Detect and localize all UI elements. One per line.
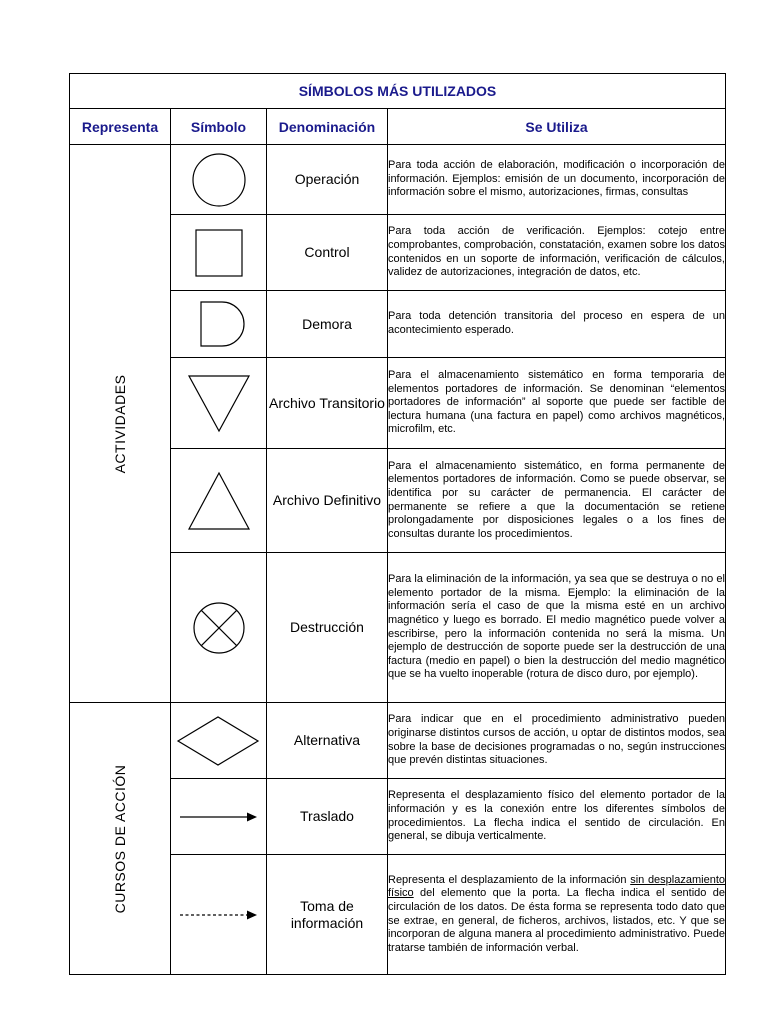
denominacion-cell: Toma de información bbox=[267, 855, 388, 975]
descripcion-text: del elemento que la porta. La flecha indica el sentido de circulación de los datos. De ésta forma se representa todo dato que se extrae, en general, de ficheros, archivos, listados, etc. Y que se incorporan de alguna manera al procedimiento administrativo. Puede tratarse también de información verbal. bbox=[388, 887, 725, 954]
header-simbolo: Símbolo bbox=[171, 109, 267, 145]
symbol-cell bbox=[171, 291, 267, 358]
descripcion-cell: Para el almacenamiento sistemático en forma temporaria de elementos portadores de información. Se denominan “elementos portadores de información” al soporte que puede ser factible de lectura humana (una factura en papel) como archivos magnéticos, microfilm, etc. bbox=[388, 358, 726, 449]
half-round-d-icon bbox=[189, 299, 249, 349]
symbols-table bbox=[69, 73, 726, 975]
group-label-cursos-de-accion: CURSOS DE ACCIÓN bbox=[112, 764, 128, 913]
denominacion-cell: Control bbox=[267, 215, 388, 291]
header-denominacion: Denominación bbox=[267, 109, 388, 145]
solid-arrow-icon bbox=[179, 810, 259, 824]
symbol-cell bbox=[171, 215, 267, 291]
denominacion-cell: Operación bbox=[267, 145, 388, 215]
triangle-icon bbox=[186, 469, 252, 533]
descripcion-cell: Para toda acción de verificación. Ejemplos: cotejo entre comprobantes, comprobación, constatación, examen sobre los datos contenidos en un soporte de información, verificación de cálculos, validez de autorizaciones, integración de datos, etc. bbox=[388, 215, 726, 291]
symbol-cell bbox=[171, 145, 267, 215]
denominacion-cell: Traslado bbox=[267, 779, 388, 855]
header-se-utiliza: Se Utiliza bbox=[388, 109, 726, 145]
dashed-arrow-icon bbox=[179, 908, 259, 922]
inverted-triangle-icon bbox=[186, 371, 252, 435]
symbol-cell bbox=[171, 779, 267, 855]
group-label-actividades: ACTIVIDADES bbox=[112, 374, 128, 473]
descripcion-text: Representa el desplazamiento de la información bbox=[388, 873, 631, 886]
symbol-cell bbox=[171, 855, 267, 975]
symbol-cell bbox=[171, 703, 267, 779]
descripcion-cell: Para el almacenamiento sistemático, en forma permanente de elementos portadores de información. Como se puede observar, se identifica por su carácter de permanencia. El carácter de permanente se refiere a que la documentación se retiene prolongadamente por disposiciones legales o a los fines de consultas durante los procedimientos. bbox=[388, 449, 726, 553]
header-representa: Representa bbox=[70, 109, 171, 145]
descripcion-cell: Para la eliminación de la información, ya sea que se destruya o no el elemento portador de la misma. Ejemplo: la eliminación de la información sería el caso de que la misma esté en un archivo magnético y luego es borrado. El medio magnético puede volver a escribirse, pero la información contenida no será la misma. Un ejemplo de destrucción de soporte puede ser la destrucción de una factura (medio en papel) o bien la destrucción del medio magnético que se ha vuelto inoperable (rotura de disco duro, por ejemplo). bbox=[388, 553, 726, 703]
diamond-icon bbox=[176, 714, 262, 768]
descripcion-cell: Para toda acción de elaboración, modificación o incorporación de información. Ejemplos: emisión de un documento, incorporación de información sobre el mismo, autorizaciones, firmas, consultas bbox=[388, 145, 726, 215]
denominacion-cell: Archivo Transitorio bbox=[267, 358, 388, 449]
descripcion-underlined: sin desplazamiento físico bbox=[388, 873, 725, 900]
group-cursos-de-accion bbox=[70, 703, 171, 975]
descripcion-cell bbox=[388, 855, 726, 975]
circle-icon bbox=[189, 149, 249, 211]
crossed-circle-icon bbox=[189, 598, 249, 658]
symbol-cell bbox=[171, 553, 267, 703]
descripcion-cell: Para indicar que en el procedimiento administrativo pueden originarse distintos cursos de acción, u optar de distintos modos, sea sobre la base de decisiones programadas o no, según instrucciones que prevén distintas situaciones. bbox=[388, 703, 726, 779]
descripcion-cell: Para toda detención transitoria del proceso en espera de un acontecimiento esperado. bbox=[388, 291, 726, 358]
table-row bbox=[70, 703, 726, 779]
symbol-cell bbox=[171, 449, 267, 553]
denominacion-cell: Alternativa bbox=[267, 703, 388, 779]
descripcion-cell: Representa el desplazamiento físico del elemento portador de la información y es la conexión entre los diferentes símbolos de procedimientos. La flecha indica el sentido de circulación. En general, se dibuja verticalmente. bbox=[388, 779, 726, 855]
symbol-cell bbox=[171, 358, 267, 449]
denominacion-cell: Demora bbox=[267, 291, 388, 358]
denominacion-cell: Destrucción bbox=[267, 553, 388, 703]
table-row bbox=[70, 145, 726, 215]
table-title: SÍMBOLOS MÁS UTILIZADOS bbox=[70, 74, 726, 109]
group-actividades bbox=[70, 145, 171, 703]
square-icon bbox=[189, 226, 249, 280]
denominacion-cell: Archivo Definitivo bbox=[267, 449, 388, 553]
